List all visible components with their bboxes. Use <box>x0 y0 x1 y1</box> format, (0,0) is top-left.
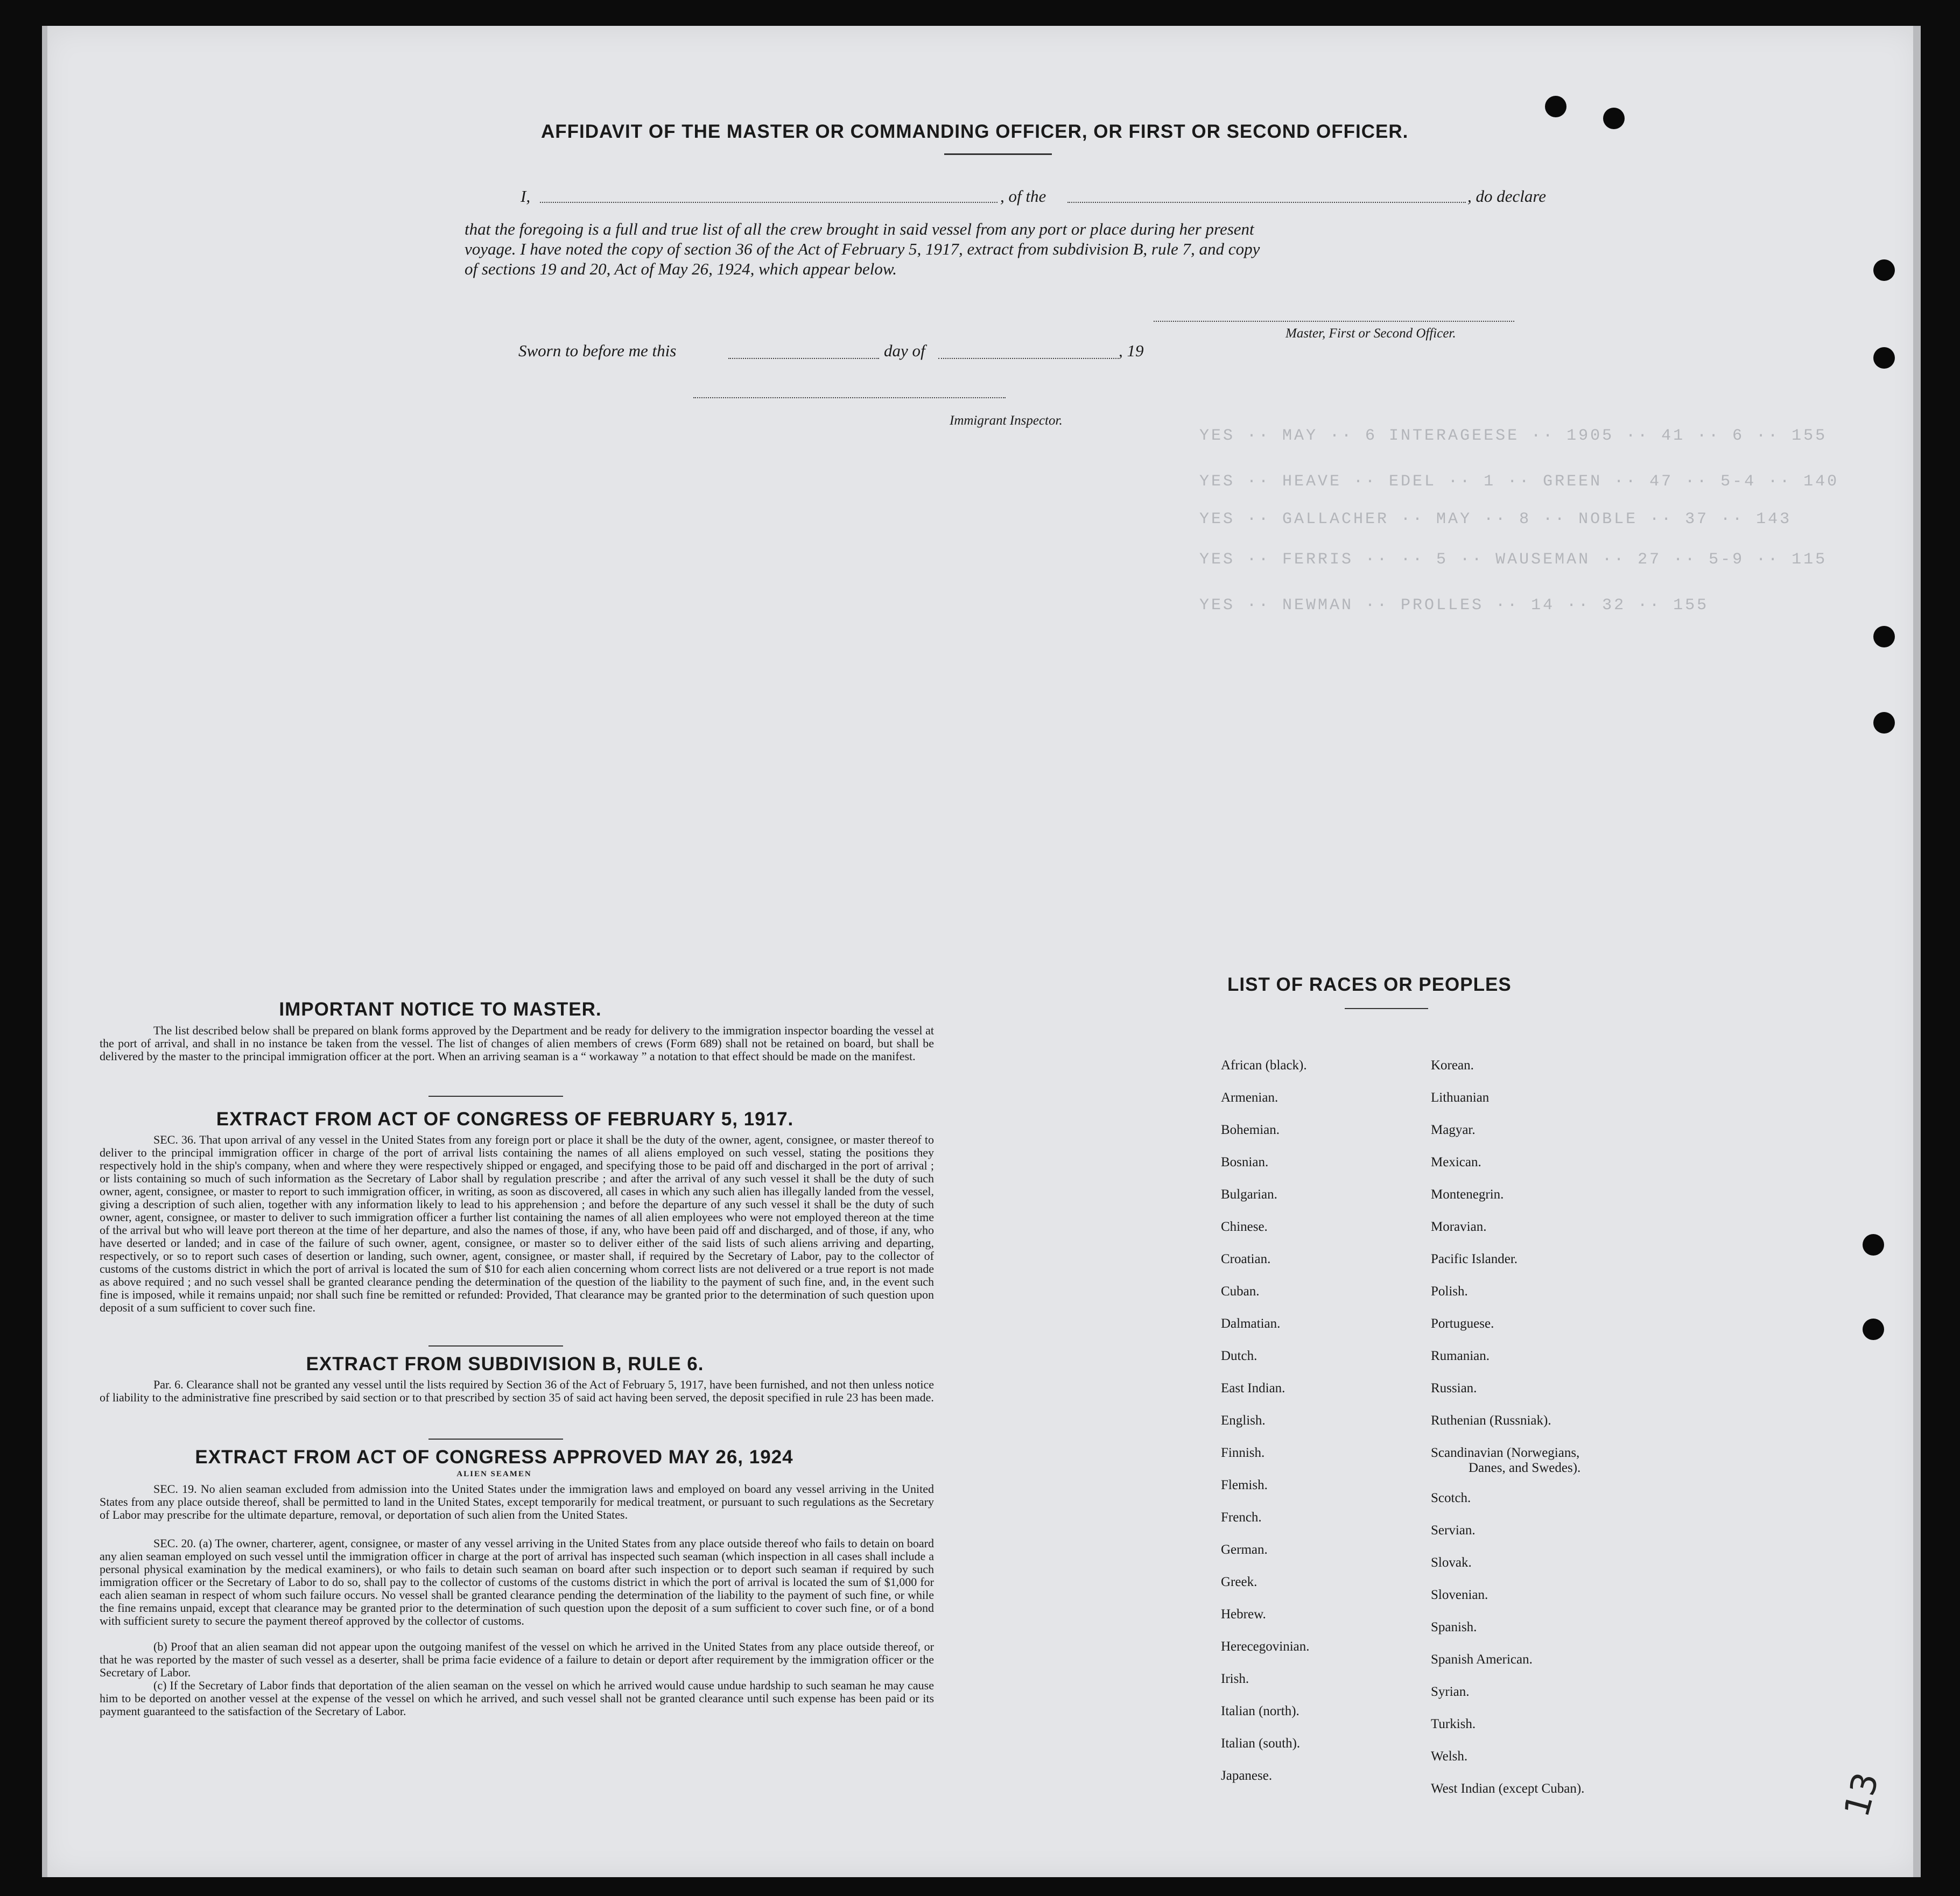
race-item: Herecegovinian. <box>1221 1639 1310 1654</box>
race-item: Hebrew. <box>1221 1607 1266 1622</box>
section-divider <box>428 1096 563 1097</box>
race-item: Italian (north). <box>1221 1704 1299 1718</box>
bleed-through-text: YES ·· FERRIS ·· ·· 5 ·· WAUSEMAN ·· 27 ·· 5-9 ·· 115 <box>1199 551 1828 569</box>
punch-hole <box>1863 1234 1884 1256</box>
page-edge-shadow <box>1913 26 1921 1877</box>
race-item: Scandinavian (Norwegians, <box>1431 1446 1580 1460</box>
notice-body: The list described below shall be prepared on blank forms approved by the Department and be ready for delivery to the immigration inspector boarding the vessel at the port of arrival, and shall in no instance be taken from the vessel. The list of changes of alien members of crews (Form 689) shall not be retained on board, but shall be delivered by the master to the principal immigration officer at the port. When an arriving seaman is a “ workaway ” a notation to that effect should be made on the manifest. <box>100 1024 934 1063</box>
race-item: Armenian. <box>1221 1090 1278 1105</box>
do-declare-label: , do declare <box>1467 187 1547 206</box>
races-divider <box>1345 1008 1428 1009</box>
race-item: Rumanian. <box>1431 1349 1490 1363</box>
section-20a-text: SEC. 20. (a) The owner, charterer, agent, consignee, or master of any vessel arriving in the United States from any place outside thereof who fails to detain on board any alien seaman employed on such vessel until the immigration officer in charge at the port of arrival has inspected such seaman (which inspection in all cases shall include a personal physical examination by the medical examiners), or who fails to detain such seaman on board after such inspection or to deport such seaman if required by such immigration officer or the Secretary of Labor to do so, shall pay to the collector of customs of the customs district in which the port of arrival is located the sum of $1,000 for each alien seaman in respect of whom such failure occurs. No vessel shall be granted clearance pending the determination of the liability to the payment of such fine, or while the fine remains unpaid, except that clearance may be granted prior to the determination of such question upon the deposit of a sum sufficient to cover such fine, or of a bond with sufficient surety to secure the payment thereof approved by the collector of customs. <box>100 1536 934 1627</box>
master-signature-caption: Master, First or Second Officer. <box>1285 326 1456 341</box>
year-label: , 19 <box>1119 341 1144 360</box>
extract-rule6-title: EXTRACT FROM SUBDIVISION B, RULE 6. <box>306 1354 704 1375</box>
race-item: Italian (south). <box>1221 1736 1301 1751</box>
vessel-name-field[interactable] <box>1067 202 1466 203</box>
section-20c-text: (c) If the Secretary of Labor finds that deportation of the alien seaman on the vessel on which he arrived would cause undue hardship to such seaman he may cause him to be deported on another vessel at the expense of the vessel on which he arrived, and such vessel shall not be granted clearance until such expense has been paid or its payment guaranteed to the satisfaction of the Secretary of Labor. <box>100 1679 934 1718</box>
race-item: Cuban. <box>1221 1284 1260 1299</box>
notice-title: IMPORTANT NOTICE TO MASTER. <box>279 999 602 1020</box>
section-divider <box>428 1439 563 1440</box>
bleed-through-text: YES ·· GALLACHER ·· MAY ·· 8 ·· NOBLE ·· 37 ·· 143 <box>1199 510 1792 528</box>
race-item: Ruthenian (Russniak). <box>1431 1413 1551 1428</box>
race-item: Mexican. <box>1431 1155 1481 1169</box>
extract-rule6-body: Par. 6. Clearance shall not be granted any vessel until the lists required by Section 36 of the Act of February 5, 1917, have been furnished, and not then unless notice of liability to the administrative fine prescribed by said section or to that prescribed by section 35 of said act having been served, the deposit specified in rule 23 has been made. <box>100 1378 934 1404</box>
race-item: Flemish. <box>1221 1478 1268 1492</box>
race-item: Scotch. <box>1431 1491 1471 1505</box>
punch-hole <box>1545 96 1566 117</box>
race-item: Chinese. <box>1221 1220 1268 1234</box>
race-item: Pacific Islander. <box>1431 1252 1518 1266</box>
race-item: East Indian. <box>1221 1381 1285 1395</box>
race-item: Syrian. <box>1431 1684 1470 1699</box>
page-number: 13 <box>1837 1768 1887 1821</box>
extract-1917-title: EXTRACT FROM ACT OF CONGRESS OF FEBRUARY 5, 1917. <box>216 1109 794 1130</box>
race-item: Greek. <box>1221 1575 1258 1589</box>
race-item: Magyar. <box>1431 1123 1476 1137</box>
race-item: Bulgarian. <box>1221 1187 1277 1202</box>
race-item: Polish. <box>1431 1284 1468 1299</box>
race-item: Dalmatian. <box>1221 1316 1281 1331</box>
punch-hole <box>1603 108 1625 129</box>
document-page <box>42 26 1921 1877</box>
race-item: Irish. <box>1221 1672 1249 1686</box>
race-item: Servian. <box>1431 1523 1476 1538</box>
race-item: French. <box>1221 1510 1262 1525</box>
page-edge-shadow <box>42 26 47 1877</box>
affidavit-line-2: voyage. I have noted the copy of section 36 of the Act of February 5, 1917, extract from subdivision B, rule 7, and copy <box>465 239 1260 258</box>
section-19-text: SEC. 19. No alien seaman excluded from admission into the United States under the immigration laws and employed on board any vessel arriving in the United States from any place outside thereof, shall be permitted to land in the United States, except temporarily for medical treatment, or pursuant to such regulations as the Secretary of Labor may prescribe for the ultimate departure, removal, or deportation of such alien from the United States. <box>100 1482 934 1521</box>
title-divider <box>944 153 1052 155</box>
extract-1917-body: SEC. 36. That upon arrival of any vessel in the United States from any foreign port or place it shall be the duty of the owner, agent, consignee, or master thereof to deliver to the principal immigration officer in charge of the port of arrival lists containing the names of all aliens employed on such vessel, stating the positions they respectively hold in the ship's company, when and where they were respectively shipped or engaged, and specifying those to be paid off and discharged in the port of arrival ; or lists containing so much of such information as the Secretary of Labor shall by regulation prescribe ; and after the arrival of any such vessel it shall be the duty of such owner, agent, consignee, or master to report to such immigration officer, in writing, as soon as discovered, all cases in which any such alien has illegally landed from the vessel, giving a description of such alien, together with any information likely to lead to his apprehension ; and before the departure of any such vessel it shall be the duty of such owner, agent, consignee, or master to deliver to such immigration officer a further list containing the names of all alien employees who were not employed thereon at the time of the arrival but who will leave port thereon at the time of her departure, and also the names of those, if any, who have been paid off and discharged, and of those, if any, who have deserted or landed; and in case of the failure of such owner, agent, consignee, or master so to deliver either of the said lists of such aliens arriving and departing, respectively, or so to report such cases of desertion or landing, such owner, agent, consignee, or master shall, if required by the Secretary of Labor, pay to the collector of customs of the customs district in which the port of arrival is located the sum of $10 for each alien concerning whom correct lists are not delivered or a true report is not made as above required ; and no such vessel shall be granted clearance pending the determination of the question of the liability to the payment of such fine, and, in the event such fine is imposed, while it remains unpaid; nor shall such fine be remitted or refunded: Provided, That clearance may be granted prior to the determination of such question upon deposit of a sum sufficient to cover such fine. <box>100 1133 934 1314</box>
affidavit-title: AFFIDAVIT OF THE MASTER OR COMMANDING OFFICER, OR FIRST OR SECOND OFFICER. <box>541 121 1409 142</box>
race-item: Slovak. <box>1431 1555 1472 1570</box>
race-item: Korean. <box>1431 1058 1474 1073</box>
bleed-through-text: YES ·· MAY ·· 6 INTERAGEESE ·· 1905 ·· 41 ·· 6 ·· 155 <box>1199 427 1828 445</box>
race-item: Dutch. <box>1221 1349 1258 1363</box>
race-item: English. <box>1221 1413 1266 1428</box>
of-the-label: , of the <box>1000 187 1046 206</box>
race-item: Finnish. <box>1221 1446 1265 1460</box>
race-item: Spanish. <box>1431 1620 1477 1634</box>
extract-1924-title: EXTRACT FROM ACT OF CONGRESS APPROVED MAY 26, 1924 <box>195 1447 793 1468</box>
officer-name-field[interactable] <box>540 202 997 203</box>
race-item: Russian. <box>1431 1381 1477 1395</box>
extract-1924-subtitle: ALIEN SEAMEN <box>456 1470 532 1478</box>
race-item: Bosnian. <box>1221 1155 1269 1169</box>
punch-hole <box>1863 1319 1884 1340</box>
sworn-label: Sworn to before me this <box>518 341 677 360</box>
race-item: African (black). <box>1221 1058 1307 1073</box>
race-item: Bohemian. <box>1221 1123 1280 1137</box>
sworn-day-field[interactable] <box>728 358 879 359</box>
affidavit-line-3: of sections 19 and 20, Act of May 26, 1924, which appear below. <box>465 259 897 278</box>
race-item: Spanish American. <box>1431 1652 1533 1667</box>
bleed-through-text: YES ·· NEWMAN ·· PROLLES ·· 14 ·· 32 ·· 155 <box>1199 596 1709 615</box>
bleed-through-text: YES ·· HEAVE ·· EDEL ·· 1 ·· GREEN ·· 47 ·· 5-4 ·· 140 <box>1199 473 1839 491</box>
inspector-signature-caption: Immigrant Inspector. <box>950 413 1063 428</box>
section-divider <box>428 1345 563 1347</box>
affidavit-line-1: that the foregoing is a full and true list of all the crew brought in said vessel from any port or place during her present <box>465 220 1254 238</box>
race-item: Japanese. <box>1221 1768 1273 1783</box>
punch-hole <box>1873 712 1895 734</box>
day-of-label: day of <box>884 341 925 360</box>
race-item: Croatian. <box>1221 1252 1271 1266</box>
master-signature-line[interactable] <box>1154 321 1514 322</box>
race-item: Lithuanian <box>1431 1090 1490 1105</box>
race-item: Turkish. <box>1431 1717 1476 1731</box>
punch-hole <box>1873 347 1895 369</box>
race-item: German. <box>1221 1542 1268 1557</box>
race-item-continuation: Danes, and Swedes). <box>1469 1461 1581 1475</box>
i-label: I, <box>521 187 531 206</box>
inspector-signature-line[interactable] <box>693 397 1006 398</box>
sworn-month-field[interactable] <box>938 358 1119 359</box>
races-title: LIST OF RACES OR PEOPLES <box>1227 974 1512 995</box>
race-item: West Indian (except Cuban). <box>1431 1781 1585 1796</box>
section-20b-text: (b) Proof that an alien seaman did not appear upon the outgoing manifest of the vessel on which he arrived in the United States from any place outside thereof, or that he was reported by the master of such vessel as a deserter, shall be prima facie evidence of a failure to detain or deport after requirement by the immigration officer or the Secretary of Labor. <box>100 1640 934 1679</box>
race-item: Moravian. <box>1431 1220 1487 1234</box>
race-item: Slovenian. <box>1431 1588 1488 1602</box>
race-item: Welsh. <box>1431 1749 1468 1764</box>
punch-hole <box>1873 259 1895 281</box>
race-item: Montenegrin. <box>1431 1187 1504 1202</box>
race-item: Portuguese. <box>1431 1316 1494 1331</box>
punch-hole <box>1873 626 1895 647</box>
